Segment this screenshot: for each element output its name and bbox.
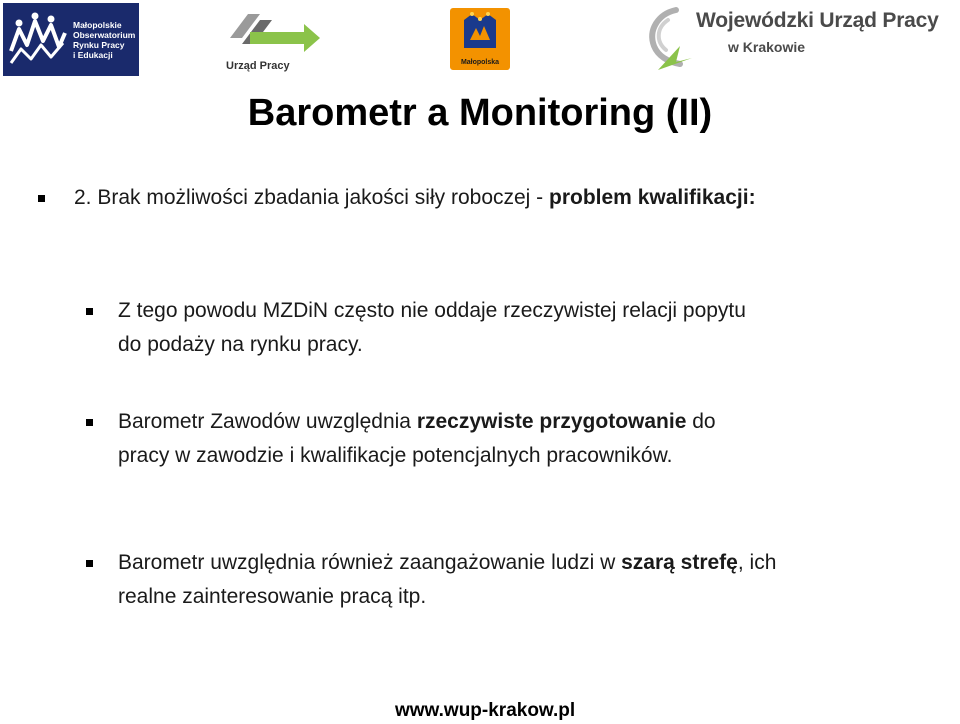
malopolska-logo: [450, 8, 510, 70]
wup-logo-title: Wojewódzki Urząd Pracy: [696, 9, 939, 32]
square-bullet-icon: [86, 308, 93, 315]
urzad-pracy-logo: [220, 8, 324, 72]
bullet-item-4: [118, 546, 818, 614]
footer-url: www.wup-krakow.pl: [395, 700, 576, 721]
bullet-item-1: [74, 181, 774, 215]
bullet-4-bold-text: szarą strefę: [621, 551, 738, 574]
malopolskie-obserwatorium-logo: [3, 3, 139, 76]
malopolska-logo-text: Małopolska: [460, 59, 500, 66]
bullet-4-text-start: Barometr uwzględnia również zaangażowanie ludzi w: [118, 551, 622, 574]
slide-title: Barometr a Monitoring (II): [247, 92, 713, 134]
urzad-pracy-arrow-icon: [220, 8, 324, 56]
bullet-item-3: [118, 405, 758, 473]
crowd-figures-icon: [7, 11, 69, 69]
bullet-2-text: Z tego powodu MZDiN często nie oddaje rzeczywistej relacji popytu do podaży na rynku pracy.: [118, 299, 746, 356]
bullet-3-text-end: do pracy w zawodzie i kwalifikacje potencjalnych pracowników.: [118, 410, 716, 467]
wup-logo-subtitle: w Krakowie: [728, 39, 806, 55]
wup-logo: [640, 6, 960, 76]
malopolska-emblem-icon: [450, 10, 510, 56]
bullet-3-text-start: Barometr Zawodów uwzględnia: [118, 410, 417, 433]
bullet-item-2: [118, 294, 758, 362]
square-bullet-icon: [86, 419, 93, 426]
square-bullet-icon: [38, 195, 45, 202]
square-bullet-icon: [86, 560, 93, 567]
bullet-3-bold-text: rzeczywiste przygotowanie: [416, 410, 687, 433]
bullet-1-bold-text: problem kwalifikacji:: [549, 186, 756, 209]
bullet-4-text-end: , ich realne zainteresowanie pracą itp.: [118, 551, 777, 608]
urzad-pracy-logo-text: Urząd Pracy: [226, 60, 290, 72]
wup-swirl-icon: [640, 6, 696, 76]
bullet-1-text: 2. Brak możliwości zbadania jakości siły roboczej -: [74, 186, 550, 209]
malopolskie-logo-text: Małopolskie Obserwatorium Rynku Pracy i Edukacji: [73, 19, 136, 60]
